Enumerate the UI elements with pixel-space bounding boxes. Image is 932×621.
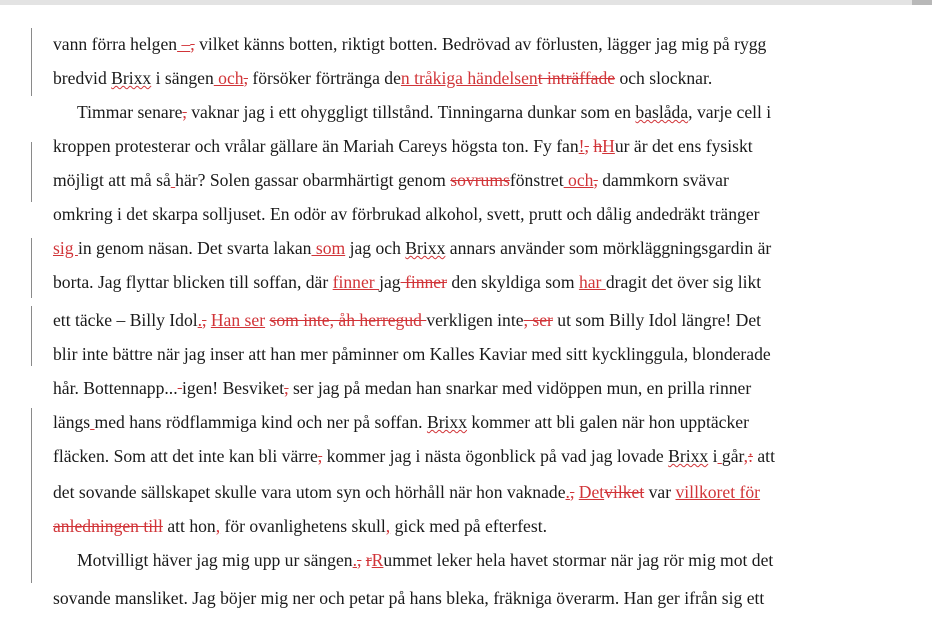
- text-line: [53, 305, 761, 335]
- text-line: [53, 373, 751, 403]
- inserted-text: ,: [215, 516, 221, 536]
- text-line: [53, 511, 547, 541]
- inserted-text: .: [352, 550, 357, 570]
- deleted-text: ,: [190, 34, 195, 54]
- deleted-text: h: [593, 136, 603, 156]
- text-run: , varje cell i: [688, 102, 772, 122]
- text-run: det sovande sällskapet skulle vara utom syn och hörhåll när hon vaknade: [53, 482, 566, 502]
- deleted-text: som inte, åh herregud: [269, 310, 427, 330]
- text-line: [53, 131, 753, 161]
- text-run: kommer att bli galen när hon upptäcker: [467, 412, 749, 432]
- inserted-text: villkoret för: [675, 482, 761, 502]
- text-run: försöker förtränga de: [248, 68, 401, 88]
- inserted-text: H: [602, 136, 615, 156]
- text-line: [53, 407, 749, 437]
- text-line: [53, 267, 761, 297]
- text-line: [77, 545, 773, 575]
- text-run: längs: [53, 412, 91, 432]
- text-run: gick med på efterfest.: [390, 516, 547, 536]
- deleted-text: , ser: [523, 310, 553, 330]
- deleted-text: vilket: [604, 482, 645, 502]
- spelling-flag: baslåda: [635, 102, 689, 122]
- change-bar: [31, 408, 32, 583]
- inserted-text: ,: [385, 516, 391, 536]
- text-run: fönstret: [509, 170, 564, 190]
- text-run: med hans rödflammiga kind och ner på soffan.: [94, 412, 427, 432]
- text-run: att: [752, 446, 775, 466]
- text-run: in genom näsan. Det svarta lakan: [77, 238, 312, 258]
- text-line: [77, 97, 771, 127]
- text-run: annars använder som mörkläggningsgardin är: [445, 238, 772, 258]
- text-line: [53, 583, 764, 613]
- text-run: blir inte bättre när jag inser att han mer påminner om Kalles Kaviar med sitt kycklinggula, blonderade: [53, 344, 771, 364]
- inserted-text: som: [311, 238, 346, 258]
- text-run: jag och: [345, 238, 406, 258]
- text-run: i sängen: [151, 68, 214, 88]
- text-run: verkligen inte: [426, 310, 524, 330]
- deleted-text: ,: [584, 136, 589, 156]
- window-top-edge: [0, 0, 932, 5]
- text-line: [53, 199, 760, 229]
- inserted-text: n tråkiga händelsen: [400, 68, 538, 88]
- text-run: den skyldiga som: [446, 272, 579, 292]
- deleted-text: ,: [182, 102, 187, 122]
- text-run: att hon: [162, 516, 216, 536]
- text-line: [53, 165, 729, 195]
- spelling-flag: Brixx: [111, 68, 152, 88]
- text-run: vann förra helgen: [53, 34, 178, 54]
- deleted-text: anledningen till: [53, 516, 163, 536]
- deleted-text: ,: [243, 68, 248, 88]
- text-run: går: [721, 446, 744, 466]
- inserted-text: –: [177, 34, 191, 54]
- text-run: jag: [379, 272, 401, 292]
- deleted-text: ,: [357, 550, 362, 570]
- text-run: ett täcke – Billy Idol: [53, 310, 198, 330]
- deleted-text: r: [365, 550, 372, 570]
- text-run: hår. Bottennapp...: [53, 378, 178, 398]
- inserted-text: .: [565, 482, 570, 502]
- text-run: ut som Billy Idol längre! Det: [552, 310, 762, 330]
- text-run: var: [644, 482, 676, 502]
- text-run: dammkorn svävar: [597, 170, 729, 190]
- text-run: för ovanlighetens skull: [220, 516, 386, 536]
- inserted-text: och: [563, 170, 594, 190]
- text-run: ummet leker hela havet stormar när jag rör mig mot det: [383, 550, 774, 570]
- text-run: dragit det över sig likt: [605, 272, 762, 292]
- spelling-flag: Brixx: [426, 412, 468, 432]
- text-line: [53, 63, 712, 93]
- text-run: möjligt att må så: [53, 170, 171, 190]
- deleted-text: :: [748, 446, 753, 466]
- text-run: Timmar senare: [77, 102, 183, 122]
- deleted-text: ,: [202, 310, 207, 330]
- text-line: [53, 441, 775, 471]
- deleted-text: t inträffade: [537, 68, 616, 88]
- change-bar: [31, 238, 32, 298]
- deleted-text: ,: [317, 446, 323, 466]
- text-run: borta. Jag flyttar blicken till soffan, där: [53, 272, 333, 292]
- text-run: omkring i det skarpa solljuset. En odör av förbrukad alkohol, svett, prutt och dålig andedräkt tränger: [53, 204, 760, 224]
- text-run: vilket känns botten, riktigt botten. Bedrövad av förlusten, lägger jag mig på rygg: [194, 34, 767, 54]
- text-run: vaknar jag i ett ohyggligt tillstånd. Tinningarna dunkar som en: [186, 102, 636, 122]
- inserted-text: sig: [53, 238, 78, 258]
- deleted-text: ,: [284, 378, 289, 398]
- text-run: ur är det ens fysiskt: [614, 136, 753, 156]
- text-run: Motvilligt häver jag mig upp ur sängen: [77, 550, 353, 570]
- change-bar: [31, 306, 32, 366]
- inserted-text: ,: [743, 446, 749, 466]
- text-run: igen! Besviket: [182, 378, 285, 398]
- inserted-text: !: [578, 136, 585, 156]
- inserted-text: R: [371, 550, 384, 570]
- change-bar: [31, 28, 32, 96]
- text-run: kroppen protesterar och vrålar gällare än Mariah Careys högsta ton. Fy fan: [53, 136, 579, 156]
- text-run: och slocknar.: [615, 68, 713, 88]
- inserted-text: Han ser: [210, 310, 266, 330]
- scrollbar-corner[interactable]: [912, 0, 932, 5]
- change-bar: [31, 142, 32, 202]
- text-line: [53, 29, 766, 59]
- text-run: sovande mansliket. Jag böjer mig ner och petar på hans bleka, fräkniga överarm. Han ger ifrån sig ett: [53, 588, 765, 608]
- inserted-text: och: [213, 68, 244, 88]
- text-run: bredvid: [53, 68, 112, 88]
- deleted-text: finner: [400, 272, 447, 292]
- deleted-text: ,: [593, 170, 598, 190]
- text-line: [53, 233, 771, 263]
- text-run: kommer jag i nästa ögonblick på vad jag lovade: [322, 446, 669, 466]
- text-line: [53, 339, 771, 369]
- text-run: fläcken. Som att det inte kan bli värre: [53, 446, 318, 466]
- deleted-text: ,: [569, 482, 575, 502]
- text-run: i: [708, 446, 718, 466]
- inserted-text: Det: [578, 482, 605, 502]
- spelling-flag: Brixx: [405, 238, 446, 258]
- inserted-text: .: [197, 310, 203, 330]
- text-run: här? Solen gassar obarmhärtigt genom: [175, 170, 451, 190]
- deleted-text: sovrums: [450, 170, 510, 190]
- text-line: [53, 477, 760, 507]
- text-run: ser jag på medan han snarkar med vidöppen mun, en prilla rinner: [288, 378, 752, 398]
- spelling-flag: Brixx: [668, 446, 709, 466]
- inserted-text: finner: [332, 272, 380, 292]
- inserted-text: har: [578, 272, 606, 292]
